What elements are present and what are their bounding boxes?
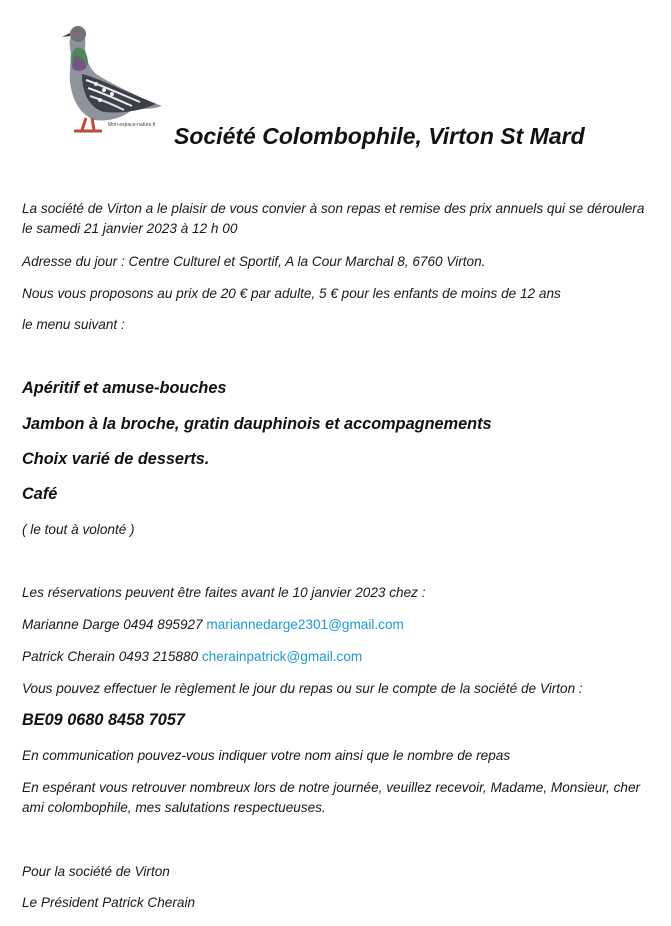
menu-item: Choix varié de desserts. xyxy=(22,450,210,468)
contact-line xyxy=(22,615,651,635)
invitation-text: La société de Virton a le plaisir de vous convier à son repas et remise des prix annuels qui se déroulera le samedi 21 janvier 2023 à 12 h 00 xyxy=(22,201,645,236)
contact-line xyxy=(22,647,651,667)
contact-name-phone: Marianne Darge 0494 895927 xyxy=(22,617,207,632)
pigeon-logo xyxy=(52,18,170,136)
menu-intro-text: le menu suivant : xyxy=(22,317,125,332)
menu-item: Apéritif et amuse-bouches xyxy=(22,379,227,397)
payment-text: Vous pouvez effectuer le règlement le jour du repas ou sur le compte de la société de Virton : xyxy=(22,681,583,696)
iban-number: BE09 0680 8458 7057 xyxy=(22,711,185,729)
address-text: Adresse du jour : Centre Culturel et Sportif, A la Cour Marchal 8, 6760 Virton. xyxy=(22,254,486,269)
contact-name-phone: Patrick Cherain 0493 215880 xyxy=(22,649,202,664)
logo-caption: Mon-espace-nature.fr xyxy=(108,122,156,128)
menu-item: Café xyxy=(22,485,58,503)
contact-email-link[interactable]: cherainpatrick@gmail.com xyxy=(201,649,363,664)
signature-line: Pour la société de Virton xyxy=(22,864,170,879)
reservation-intro: Les réservations peuvent être faites avant le 10 janvier 2023 chez : xyxy=(22,585,426,600)
signature-president: Le Président Patrick Cherain xyxy=(22,895,196,910)
price-text: Nous vous proposons au prix de 20 € par adulte, 5 € pour les enfants de moins de 12 ans xyxy=(22,286,561,301)
page-title: Société Colombophile, Virton St Mard xyxy=(174,123,585,149)
menu-item: Jambon à la broche, gratin dauphinois et accompagnements xyxy=(22,415,492,433)
communication-text: En communication pouvez-vous indiquer votre nom ainsi que le nombre de repas xyxy=(22,748,511,763)
menu-note: ( le tout à volonté ) xyxy=(22,522,135,537)
contact-email-link[interactable]: mariannedarge2301@gmail.com xyxy=(206,617,404,632)
closing-text: En espérant vous retrouver nombreux lors de notre journée, veuillez recevoir, Madame, Monsieur, cher ami colombophile, mes salutations respectueuses. xyxy=(22,780,641,815)
